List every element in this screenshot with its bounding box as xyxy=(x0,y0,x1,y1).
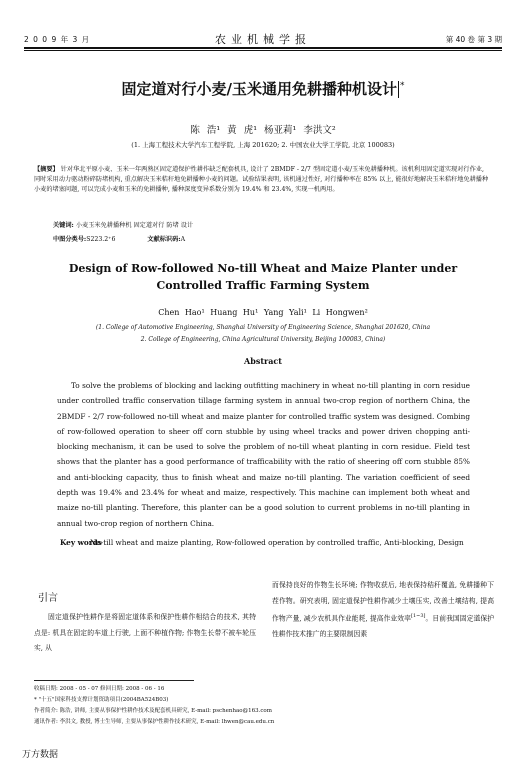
title-chinese-text: 固定道对行小麦/玉米通用免耕播种机设计 xyxy=(121,80,397,98)
affiliations-chinese: (1. 上海工程技术大学汽车工程学院, 上海 201620; 2. 中国农业大学工学院, 北京 100083) xyxy=(131,141,395,149)
footnote-rule xyxy=(34,680,194,681)
body-right-text-b: 。目前我国固定道保护性耕作技术推广的主要限制因素 xyxy=(272,614,494,638)
title-english-line-2: Controlled Traffic Farming System xyxy=(156,279,370,292)
journal-name: 农业机械学报 xyxy=(215,33,311,46)
body-column-left: 固定道保护性耕作是将固定道体系和保护性耕作相结合的技术, 其特点是: 机具在固定的车道上行驶, 上面不种植作物; 作物生长带不被车轮压实, 从 xyxy=(34,613,256,652)
running-header xyxy=(24,31,502,45)
footnote-funding: * "十五"国家科技支撑计划资助项目(2004BA524B03) xyxy=(34,697,169,703)
authors-english: Chen Hao¹ Huang Hu¹ Yang Yali¹ Li Hongwen² xyxy=(158,308,368,317)
body-right-text-a: 而保持良好的作物生长环境; 作物收获后, 地表保持秸秆覆盖, 免耕播种下茬作物。研究表明, 固定道保护性耕作减少土壤压实, 改善土壤结构, 提高作物产量, 减少农机具作业能耗, 提高作业效率 xyxy=(272,581,494,623)
text-cursor xyxy=(398,81,399,98)
footnote-author: 作者简介: 陈浩, 讲师, 主要从事保护性耕作技术及配套机具研究, E-mail: pschenhao@163.com xyxy=(34,708,272,714)
footnote-dates: 收稿日期: 2008 - 05 - 07 修回日期: 2008 - 06 - 16 xyxy=(34,686,165,692)
header-rule xyxy=(24,47,502,49)
abstract-chinese-text: 针对华北平原小麦、玉米一年两熟区固定道保护性耕作缺乏配套机具, 设计了 2BMDF - 2/7 型固定道小麦/玉米免耕播种机。该机利用固定道实现对行作业, 同时采用动力驱动粉碎防堵机构, 重点解决玉米秸秆地免耕播种小麦的问题。试验结果表明, 该机通过性好, 对行播种率在 85% 以上, 能很好地解决玉米秸秆地免耕播种小麦的堵塞问题, 可以完成小麦和玉米的免耕播种, 播种深度变异系数分别为 19.4% 和 23.4%, 实现一机两用。 xyxy=(34,166,489,193)
keywords-english-label: Key words xyxy=(60,538,102,547)
clc-label: 中图分类号: xyxy=(53,236,87,243)
title-footnote-mark: * xyxy=(399,81,405,91)
section-heading-introduction: 引言 xyxy=(38,593,58,604)
keywords-english xyxy=(60,535,470,550)
keywords-chinese-label: 关键词: xyxy=(53,222,74,229)
affiliation-english-1: (1. College of Automotive Engineering, Shanghai University of Engineering Science, Shanghai 201620, China xyxy=(95,324,431,331)
doc-code-value: A xyxy=(180,236,186,243)
keywords-english-text: No-till wheat and maize planting, Row-followed operation by controlled traffic, Anti-blocking, Design xyxy=(90,538,464,547)
clc-number xyxy=(53,236,115,243)
title-chinese xyxy=(0,78,526,99)
citation-ref: [1~3] xyxy=(411,613,426,619)
volume-issue: 第 40 卷 第 3 期 xyxy=(445,35,502,44)
keywords-chinese xyxy=(53,220,193,229)
title-english xyxy=(0,260,526,294)
authors-chinese: 陈 浩¹ 黄 虎¹ 杨亚莉¹ 李洪文² xyxy=(190,125,336,136)
abstract-chinese-label: 【摘要】 xyxy=(34,166,59,173)
database-watermark: 万方数据 xyxy=(22,750,59,760)
doc-code-label: 文献标识码: xyxy=(147,236,181,243)
affiliations-english xyxy=(0,322,526,346)
footnotes xyxy=(34,684,494,728)
footnote-corresponding: 通讯作者: 李洪文, 教授, 博士生导师, 主要从事保护性耕作技术研究, E-mail: lhwen@cau.edu.cn xyxy=(34,719,275,725)
affiliation-english-2: 2. College of Engineering, China Agricultural University, Beijing 100083, China) xyxy=(140,336,386,343)
clc-value: S223.2⁺6 xyxy=(86,236,116,243)
keywords-chinese-text: 小麦玉米免耕播种机 固定道对行 防堵 设计 xyxy=(75,222,194,229)
header-rule-thin xyxy=(24,50,502,51)
document-code xyxy=(147,236,185,243)
issue-date: 2 0 0 9 年 3 月 xyxy=(24,35,91,44)
classification-line xyxy=(53,234,185,243)
abstract-english-text: To solve the problems of blocking and lacking outfitting machinery in wheat no-till planting in corn residue under controlled traffic conservation tillage farming system in annual two-crop region of northern China, the 2BMDF - 2/7 row-followed no-till wheat and maize planter for controlled traffic system was designed. Combing of row-followed operation to sheer off corn stubble by using wheel tracks and power driven chopping anti-blocking mechanism, it can be used to solve the problem of no-till wheat planting in corn residue. Field test shows that the planter has a good performance of trafficability with the ratio of sheering off corn stubble 85% and anti-blocking capacity, thus to finish wheat and maize no-till planting. The variation coefficient of seed depth was 19.4% and 23.4% for wheat and maize, respectively. This machine can implement both wheat and maize no-till planting. Therefore, this planter can be a good solution to current problems in no-till planting in annual two-crop region of northern China. xyxy=(57,381,470,528)
abstract-chinese xyxy=(34,165,492,195)
body-column-right xyxy=(272,578,494,642)
abstract-english-heading: Abstract xyxy=(244,356,282,366)
title-english-line-1: Design of Row-followed No-till Wheat and Maize Planter under xyxy=(68,262,458,275)
